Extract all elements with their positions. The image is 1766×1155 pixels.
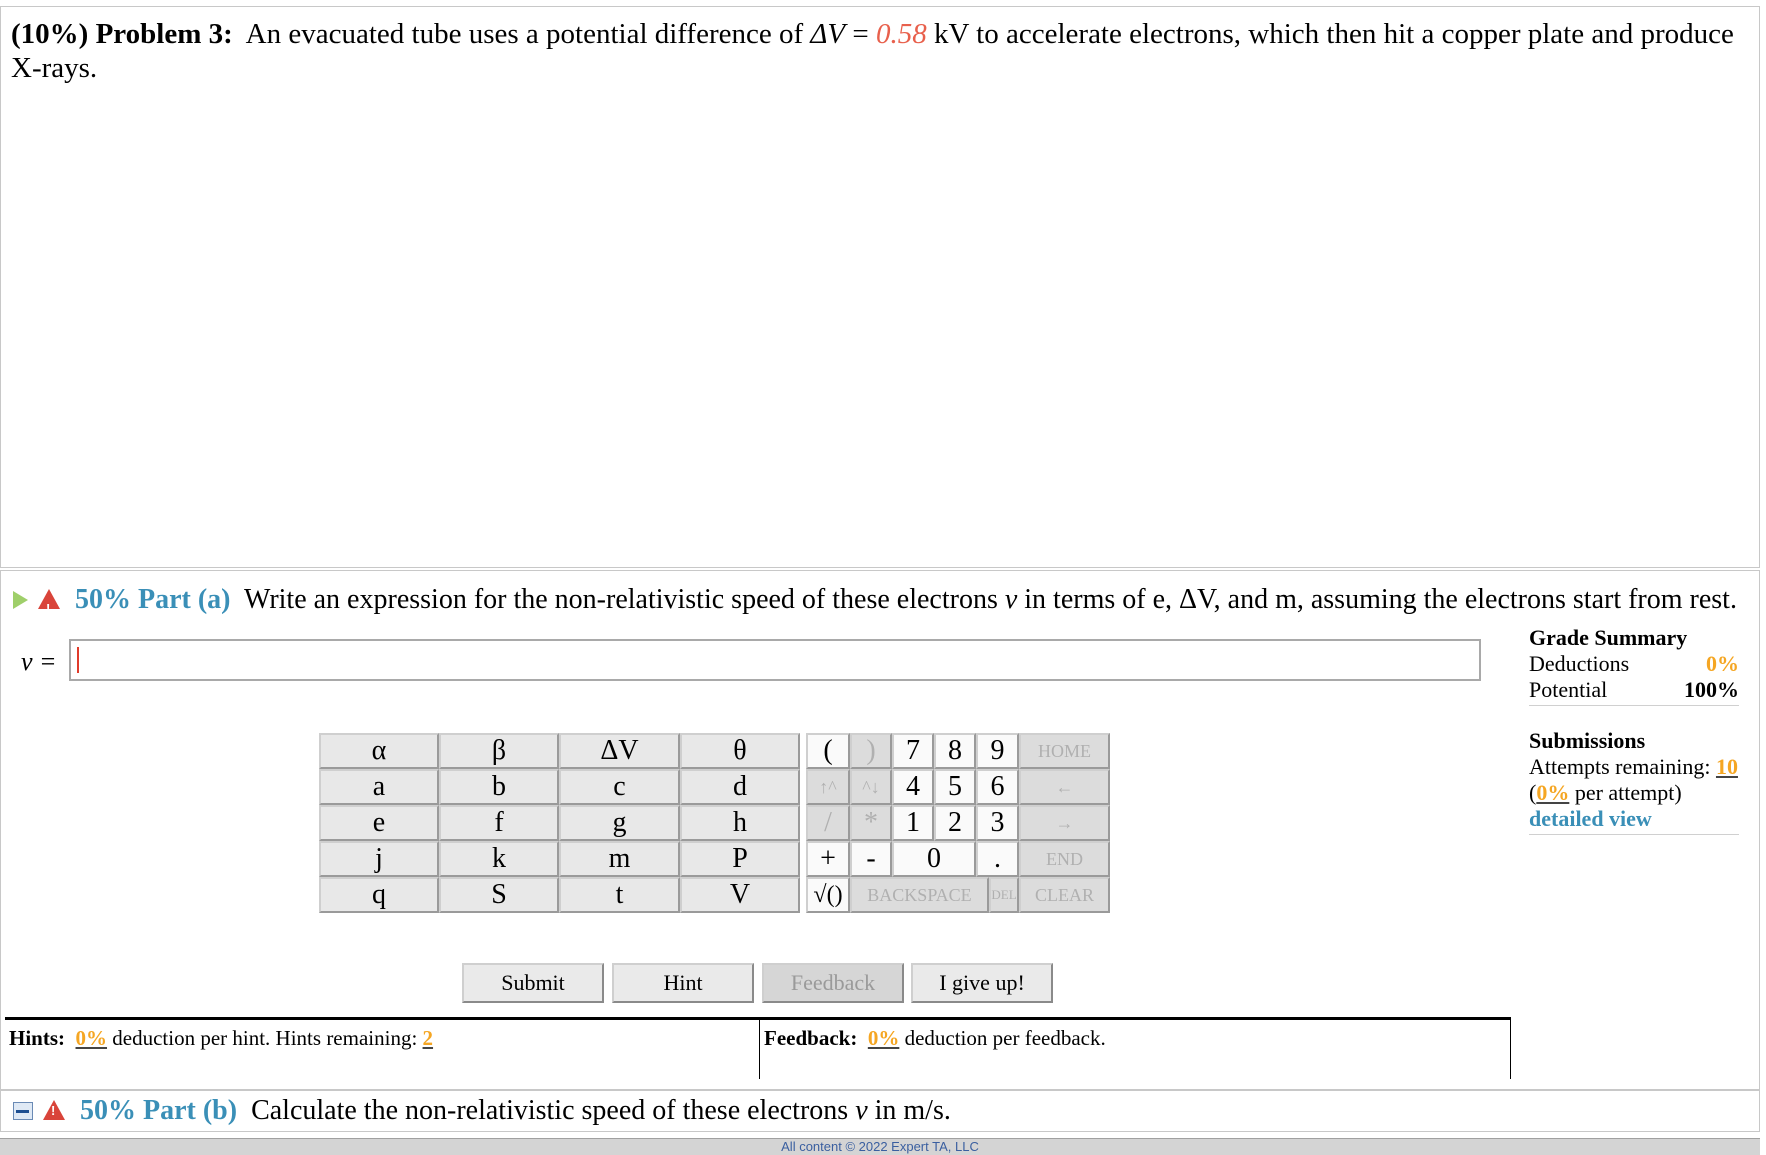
- per-attempt-row: [1529, 780, 1739, 806]
- per-attempt-open: (: [1529, 780, 1537, 805]
- key-k[interactable]: k: [439, 841, 559, 877]
- key-s[interactable]: S: [439, 877, 559, 913]
- potential-row: [1529, 677, 1739, 706]
- deductions-row: [1529, 651, 1739, 677]
- key-end[interactable]: END: [1019, 841, 1110, 877]
- key-9[interactable]: 9: [976, 733, 1019, 769]
- attempts-row: [1529, 754, 1739, 780]
- key-divide[interactable]: /: [806, 805, 850, 841]
- problem-variable: ΔV: [810, 18, 846, 50]
- problem-label: Problem 3:: [95, 18, 233, 50]
- potential-difference-value: 0.58: [876, 18, 927, 50]
- feedback-text: deduction per feedback.: [899, 1026, 1106, 1050]
- key-j[interactable]: j: [319, 841, 439, 877]
- give-up-button[interactable]: I give up!: [911, 963, 1053, 1003]
- part-a-text-1: Write an expression for the non-relativistic speed of these electrons: [244, 584, 998, 615]
- key-5[interactable]: 5: [934, 769, 976, 805]
- part-b-text-1: Calculate the non-relativistic speed of these electrons: [251, 1095, 849, 1126]
- problem-equals: =: [845, 18, 877, 50]
- part-b-percent: 50%: [80, 1095, 136, 1126]
- key-q[interactable]: q: [319, 877, 439, 913]
- key-3[interactable]: 3: [976, 805, 1019, 841]
- grade-summary: [1529, 625, 1739, 835]
- key-0[interactable]: 0: [892, 841, 976, 877]
- key-2[interactable]: 2: [934, 805, 976, 841]
- answer-input[interactable]: [69, 639, 1481, 681]
- collapsed-icon[interactable]: [13, 1102, 33, 1120]
- key-h[interactable]: h: [680, 805, 800, 841]
- key-8[interactable]: 8: [934, 733, 976, 769]
- key-multiply[interactable]: *: [850, 805, 892, 841]
- feedback-panel: [759, 1017, 1511, 1079]
- submit-button[interactable]: Submit: [462, 963, 604, 1003]
- part-a-label: Part (a): [138, 584, 231, 615]
- hints-remaining: 2: [422, 1026, 434, 1050]
- key-f[interactable]: f: [439, 805, 559, 841]
- problem-text-before: An evacuated tube uses a potential difference of: [245, 18, 804, 50]
- per-attempt-value: 0%: [1536, 780, 1570, 805]
- attempts-value: 10: [1715, 754, 1738, 779]
- key-down[interactable]: ^↓: [850, 769, 892, 805]
- key-a[interactable]: a: [319, 769, 439, 805]
- attempts-label: Attempts remaining:: [1529, 754, 1711, 779]
- feedback-label: Feedback:: [764, 1026, 858, 1050]
- problem-text-after: kV to accelerate electrons, which then hit a copper plate and produce X-rays.: [11, 18, 1734, 84]
- key-4[interactable]: 4: [892, 769, 934, 805]
- key-m[interactable]: m: [559, 841, 680, 877]
- key-clear[interactable]: CLEAR: [1019, 877, 1110, 913]
- feedback-button[interactable]: Feedback: [762, 963, 904, 1003]
- problem-panel: [0, 6, 1760, 568]
- key-home[interactable]: HOME: [1019, 733, 1110, 769]
- key-p[interactable]: P: [680, 841, 800, 877]
- key-minus[interactable]: -: [850, 841, 892, 877]
- text-caret: [77, 647, 79, 673]
- detailed-view-row: [1529, 806, 1739, 835]
- part-b-variable: v: [855, 1095, 868, 1126]
- key-backspace[interactable]: BACKSPACE: [850, 877, 989, 913]
- warning-icon: [43, 1100, 65, 1120]
- feedback-percent: 0%: [867, 1026, 900, 1050]
- key-t[interactable]: t: [559, 877, 680, 913]
- problem-statement: [11, 17, 1751, 85]
- grade-summary-title: Grade Summary: [1529, 625, 1688, 650]
- hints-text: deduction per hint. Hints remaining:: [107, 1026, 423, 1050]
- key-1[interactable]: 1: [892, 805, 934, 841]
- potential-value: 100%: [1684, 677, 1739, 702]
- key-close-paren[interactable]: ): [850, 733, 892, 769]
- key-right-arrow[interactable]: →: [1019, 805, 1110, 841]
- key-up[interactable]: ↑^: [806, 769, 850, 805]
- deductions-label: Deductions: [1529, 651, 1630, 676]
- key-v[interactable]: V: [680, 877, 800, 913]
- key-open-paren[interactable]: (: [806, 733, 850, 769]
- key-d[interactable]: d: [680, 769, 800, 805]
- part-a-percent: 50%: [75, 584, 131, 615]
- part-b-label: Part (b): [143, 1095, 238, 1126]
- key-6[interactable]: 6: [976, 769, 1019, 805]
- warning-icon: [38, 589, 60, 609]
- key-e[interactable]: e: [319, 805, 439, 841]
- per-attempt-text: per attempt): [1569, 780, 1682, 805]
- part-b-header: [13, 1095, 951, 1127]
- key-del[interactable]: DEL: [989, 877, 1019, 913]
- part-a-text-2: in terms of e, ΔV, and m, assuming the electrons start from rest.: [1024, 584, 1737, 615]
- expand-arrow-icon[interactable]: [13, 591, 28, 609]
- key-sqrt[interactable]: √(): [806, 877, 850, 913]
- answer-label: v =: [21, 647, 57, 676]
- part-b-text-2: in m/s.: [874, 1095, 951, 1126]
- key-beta[interactable]: β: [439, 733, 559, 769]
- hints-percent: 0%: [75, 1026, 108, 1050]
- part-b-panel[interactable]: [0, 1090, 1760, 1132]
- key-g[interactable]: g: [559, 805, 680, 841]
- deductions-value: 0%: [1706, 651, 1739, 676]
- part-a-panel: [0, 570, 1760, 1090]
- footer-text: All content © 2022 Expert TA, LLC: [781, 1139, 979, 1154]
- potential-label: Potential: [1529, 677, 1608, 702]
- part-a-header: [13, 583, 1737, 617]
- key-7[interactable]: 7: [892, 733, 934, 769]
- detailed-view-link[interactable]: detailed view: [1529, 806, 1652, 831]
- hints-panel: [5, 1017, 761, 1079]
- submissions-title: Submissions: [1529, 728, 1646, 753]
- key-delta-v[interactable]: ΔV: [559, 733, 680, 769]
- key-b[interactable]: b: [439, 769, 559, 805]
- hint-button[interactable]: Hint: [612, 963, 754, 1003]
- key-decimal[interactable]: .: [976, 841, 1019, 877]
- key-left-arrow[interactable]: ←: [1019, 769, 1110, 805]
- key-c[interactable]: c: [559, 769, 680, 805]
- part-a-variable: v: [1004, 584, 1018, 615]
- key-plus[interactable]: +: [806, 841, 850, 877]
- key-alpha[interactable]: α: [319, 733, 439, 769]
- problem-weight: (10%): [11, 18, 89, 50]
- hints-label: Hints:: [9, 1026, 66, 1050]
- footer: [0, 1138, 1760, 1155]
- key-theta[interactable]: θ: [680, 733, 800, 769]
